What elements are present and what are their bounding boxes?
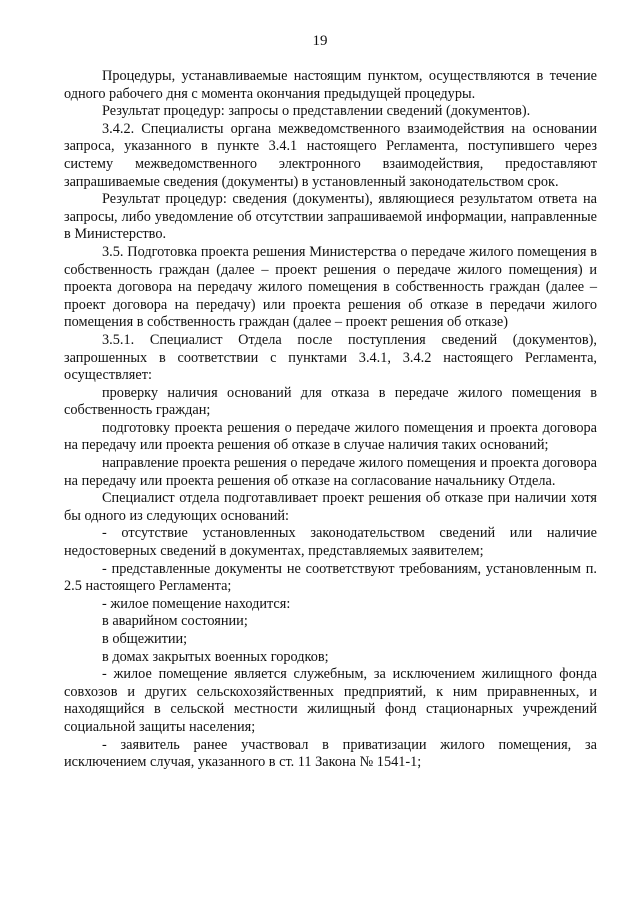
paragraph-refusal-grounds-intro: Специалист отдела подготавливает проект решения об отказе при наличии хотя бы одного из следующих оснований: (64, 490, 597, 524)
paragraph-3-4-2: 3.4.2. Специалисты органа межведомственного взаимодействия на основании запроса, указанного в пункте 3.4.1 настоящего Регламента, поступившего через систему межведомственного электронного взаимодействия, предоставляют запрашиваемые сведения (документы) в установленный законодательством срок. (64, 120, 597, 190)
list-item-emergency-state: в аварийном состоянии; (102, 613, 248, 630)
page-number: 19 (312, 33, 328, 49)
paragraph-3-5: 3.5. Подготовка проекта решения Министерства о передаче жилого помещения в собственность граждан (далее – проект решения о передаче жилого помещения) и проекта договора на передачу жилого помещения в собственность граждан (далее – проект договора на передачу) или проекта решения об отказе в передачи жилого помещения в собственность граждан (далее – проект решения об отказе) (64, 243, 597, 331)
list-item-premises-located: - жилое помещение находится: (102, 595, 291, 612)
paragraph-procedures-timing: Процедуры, устанавливаемые настоящим пунктом, осуществляются в течение одного рабочего дня с момента окончания предыдущей процедуры. (64, 68, 597, 102)
list-item-prior-privatization: - заявитель ранее участвовал в приватизации жилого помещения, за исключением случая, указанного в ст. 11 Закона № 1541-1; (64, 736, 597, 771)
list-item-missing-info: - отсутствие установленных законодательством сведений или наличие недостоверных сведений в документах, представляемых заявителем; (64, 525, 597, 560)
document-body (64, 68, 597, 772)
list-item-service-housing: - жилое помещение является служебным, за исключением жилищного фонда совхозов и других сельскохозяйственных предприятий, к ним приравненных, и находящийся в сельской местности жилищный фонд стационарных учреждений социальной защиты населения; (64, 666, 597, 735)
paragraph-result-requests: Результат процедур: запросы о представлении сведений (документов). (102, 103, 531, 120)
list-item-noncompliant-docs: - представленные документы не соответствуют требованиям, установленным п. 2.5 настоящего Регламента; (64, 560, 597, 595)
paragraph-3-5-1: 3.5.1. Специалист Отдела после поступления сведений (документов), запрошенных в соответствии с пунктами 3.4.1, 3.4.2 настоящего Регламента, осуществляет: (64, 331, 597, 384)
paragraph-prepare-draft: подготовку проекта решения о передаче жилого помещения и проекта договора на передачу или проекта решения об отказе в случае наличия таких оснований; (64, 419, 597, 454)
paragraph-result-documents: Результат процедур: сведения (документы), являющиеся результатом ответа на запросы, либо уведомление об отсутствии запрашиваемой информации, направленные в Министерство. (64, 191, 597, 243)
paragraph-check-grounds: проверку наличия оснований для отказа в передаче жилого помещения в собственность граждан; (64, 384, 597, 419)
list-item-dormitory: в общежитии; (102, 631, 188, 647)
list-item-closed-military-towns: в домах закрытых военных городков; (102, 648, 329, 665)
paragraph-send-approval: направление проекта решения о передаче жилого помещения и проекта договора на передачу или проекта решения об отказе на согласование начальнику Отдела. (64, 455, 597, 489)
